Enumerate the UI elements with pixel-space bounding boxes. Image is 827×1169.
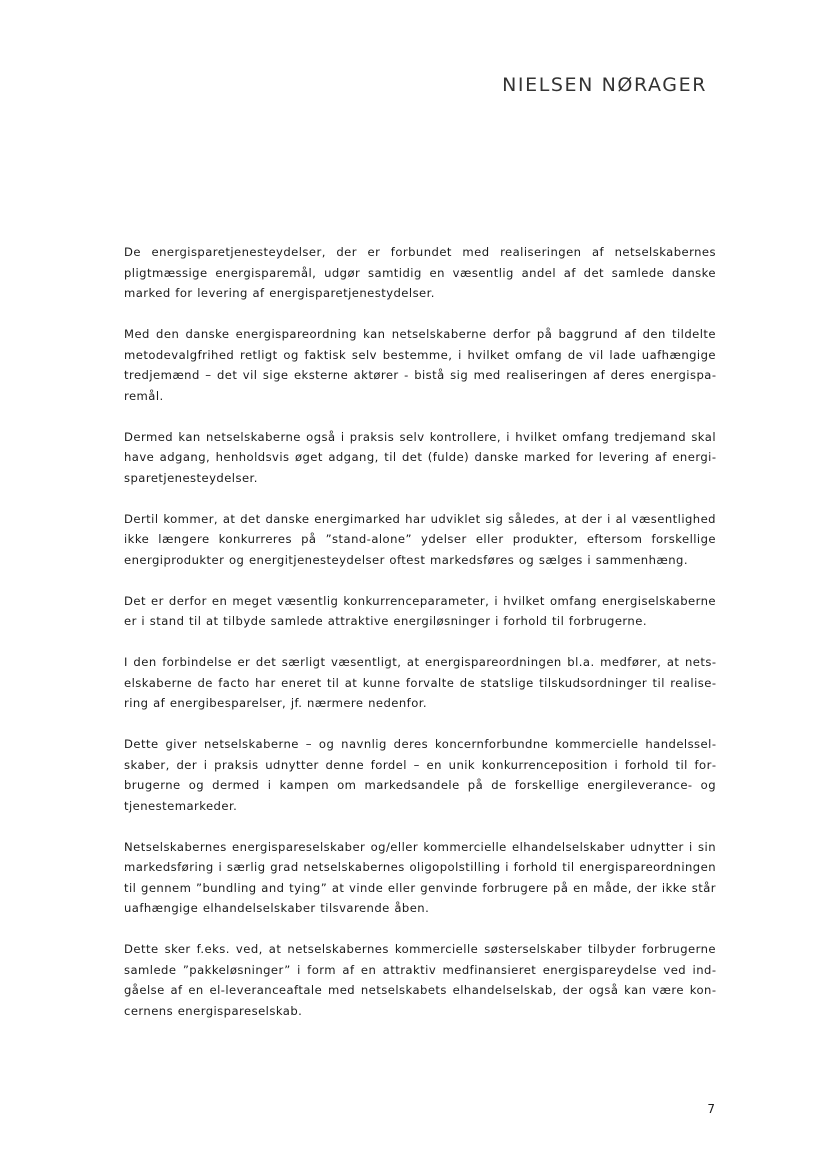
paragraph: Med den danske energispareordning kan netselskaberne derfor på baggrund af den tildelte metodevalgfrihed retligt og faktisk selv bestemme, i hvilket omfang de vil lade uafhængige tredjemænd – det vil sige eksterne aktører - bistå sig med realiseringen af deres energisparemål. bbox=[124, 327, 716, 403]
paragraph: Det er derfor en meget væsentlig konkurrenceparameter, i hvilket omfang energiselskaberne er i stand til at tilbyde samlede attraktive energiløsninger i forhold til forbrugerne. bbox=[124, 593, 716, 628]
paragraph: Dette giver netselskaberne – og navnlig deres koncernforbundne kommercielle handelsselskaber, der i praksis udnytter denne fordel – en unik konkurrenceposition i forhold til forbrugerne og dermed i kampen om markedsandele på de forskellige energileverance- og tjenestemarkeder. bbox=[124, 737, 716, 813]
document-body bbox=[124, 242, 716, 1042]
company-logo-text: NIELSEN NØRAGER bbox=[502, 74, 707, 96]
paragraph: I den forbindelse er det særligt væsentligt, at energispareordningen bl.a. medfører, at netselskaberne de facto har eneret til at kunne forvalte de statslige tilskudsordninger til realisering af energibesparelser, jf. nærmere nedenfor. bbox=[124, 655, 716, 710]
paragraph: Dette sker f.eks. ved, at netselskabernes kommercielle søsterselskaber tilbyder forbrugerne samlede ”pakkeløsninger” i form af en attraktiv medfinansieret energispareydelse ved indgåelse af en el-leveranceaftale med netselskabets elhandelselskab, der også kan være koncernens energispareselskab. bbox=[124, 942, 716, 1018]
page-number: 7 bbox=[707, 1102, 715, 1116]
paragraph: Netselskabernes energispareselskaber og/eller kommercielle elhandelselskaber udnytter i sin markedsføring i særlig grad netselskabernes oligopolstilling i forhold til energispareordningen til gennem ”bundling and tying” at vinde eller genvinde forbrugere på en måde, der ikke står uafhængige elhandelselskaber tilsvarende åben. bbox=[124, 839, 716, 915]
paragraph: Dermed kan netselskaberne også i praksis selv kontrollere, i hvilket omfang tredjemand skal have adgang, henholdsvis øget adgang, til det (fulde) danske marked for levering af energisparetjenesteydelser. bbox=[124, 429, 716, 485]
paragraph: De energisparetjenesteydelser, der er forbundet med realiseringen af netselskabernes pligtmæssige energisparemål, udgør samtidig en væsentlig andel af det samlede danske marked for levering af energisparetjenestydelser. bbox=[124, 245, 716, 300]
paragraph: Dertil kommer, at det danske energimarked har udviklet sig således, at der i al væsentlighed ikke længere konkurreres på ”stand-alone” ydelser eller produkter, eftersom forskellige energiprodukter og energitjenesteydelser oftest markedsføres og sælges i sammenhæng. bbox=[124, 511, 716, 567]
